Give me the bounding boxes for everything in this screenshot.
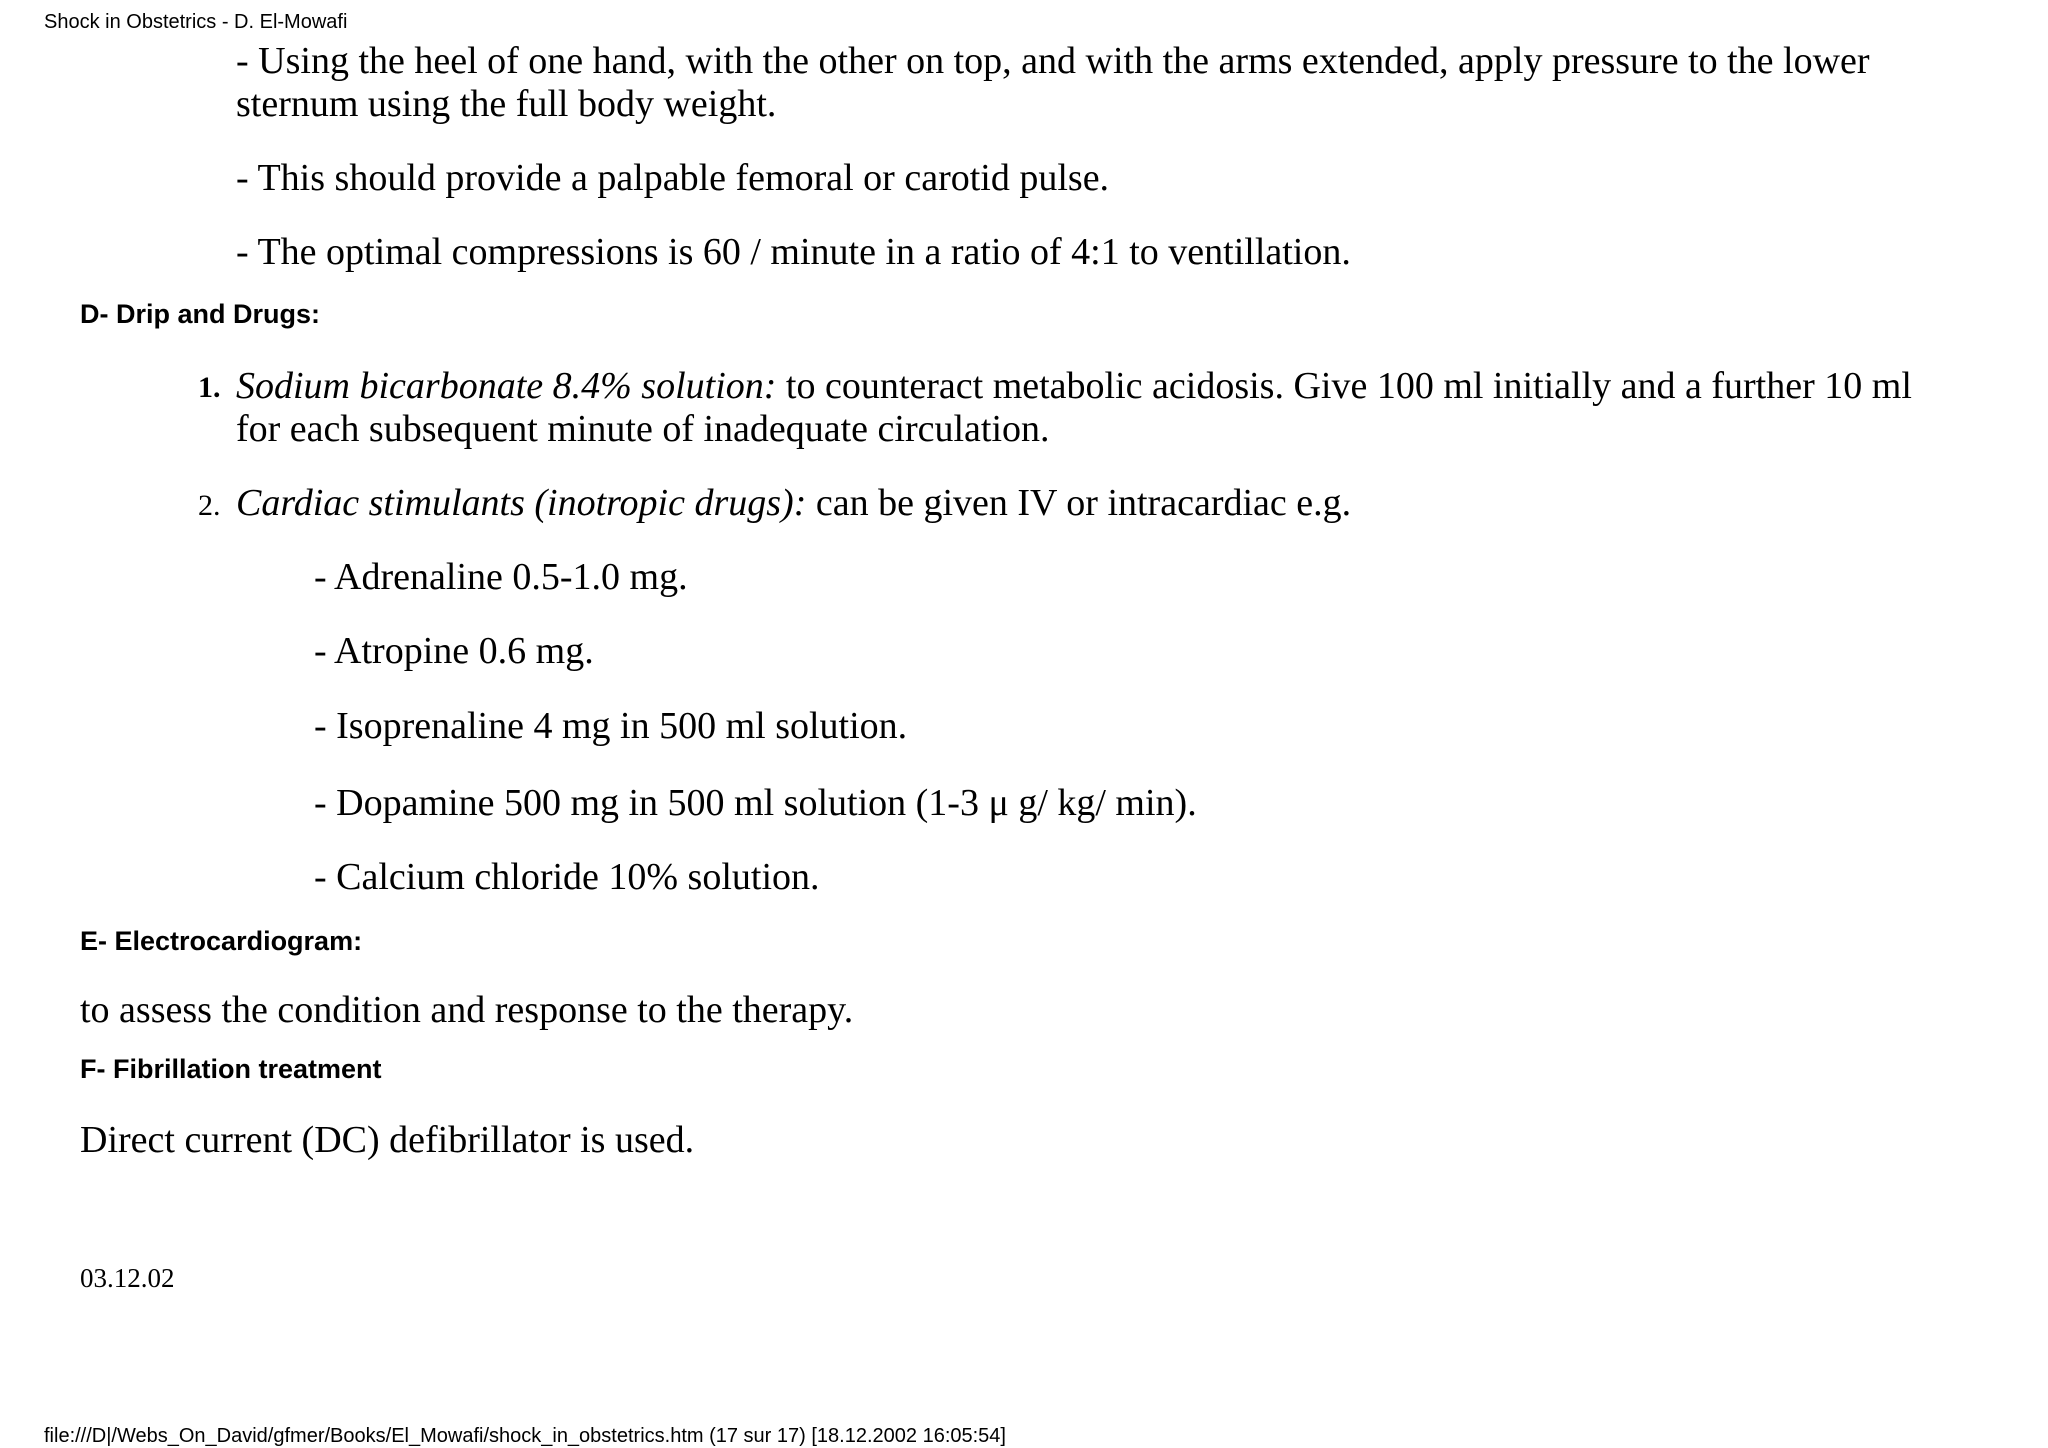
cpr-point-1: - Using the heel of one hand, with the other on top, and with the arms extended, apply pressure to the lower sternum using the full body weight.	[236, 40, 1870, 125]
list-item-cardiac-stimulants	[236, 482, 1926, 525]
heading-drip-and-drugs: D- Drip and Drugs:	[80, 299, 320, 329]
electrocardiogram-text: to assess the condition and response to the therapy.	[80, 989, 854, 1031]
fibrillation-text: Direct current (DC) defibrillator is used.	[80, 1119, 695, 1161]
heading-electrocardiogram: E- Electrocardiogram:	[80, 926, 363, 956]
drug-title-sodium-bicarbonate: Sodium bicarbonate 8.4% solution:	[236, 365, 777, 407]
drug-desc-sodium-bicarbonate: to counteract metabolic acidosis. Give 100 ml initially and a further 10 ml for each subsequent minute of inadequate circulation.	[236, 365, 1912, 450]
cpr-point-2: - This should provide a palpable femoral or carotid pulse.	[236, 157, 1110, 199]
drug-atropine: - Atropine 0.6 mg.	[314, 630, 594, 672]
drug-title-cardiac-stimulants: Cardiac stimulants (inotropic drugs):	[236, 482, 807, 524]
drug-isoprenaline: - Isoprenaline 4 mg in 500 ml solution.	[314, 705, 908, 747]
drug-calcium-chloride: - Calcium chloride 10% solution.	[314, 856, 820, 898]
print-footer-path: file:///D|/Webs_On_David/gfmer/Books/El_Mowafi/shock_in_obstetrics.htm (17 sur 17) [18.12.2002 16:05:54]	[44, 1425, 1006, 1447]
drug-adrenaline: - Adrenaline 0.5-1.0 mg.	[314, 556, 688, 598]
list-number-1: 1.	[198, 371, 221, 404]
drug-desc-cardiac-stimulants: can be given IV or intracardiac e.g.	[806, 482, 1352, 524]
cpr-point-3: - The optimal compressions is 60 / minute in a ratio of 4:1 to ventillation.	[236, 231, 1351, 273]
print-header-title: Shock in Obstetrics - D. El-Mowafi	[44, 11, 348, 33]
list-number-2: 2.	[198, 489, 221, 522]
document-date: 03.12.02	[80, 1263, 175, 1293]
list-item-sodium-bicarbonate	[236, 365, 1926, 451]
heading-fibrillation-treatment: F- Fibrillation treatment	[80, 1054, 382, 1084]
drug-dopamine: - Dopamine 500 mg in 500 ml solution (1-3 μ g/ kg/ min).	[314, 782, 1197, 824]
